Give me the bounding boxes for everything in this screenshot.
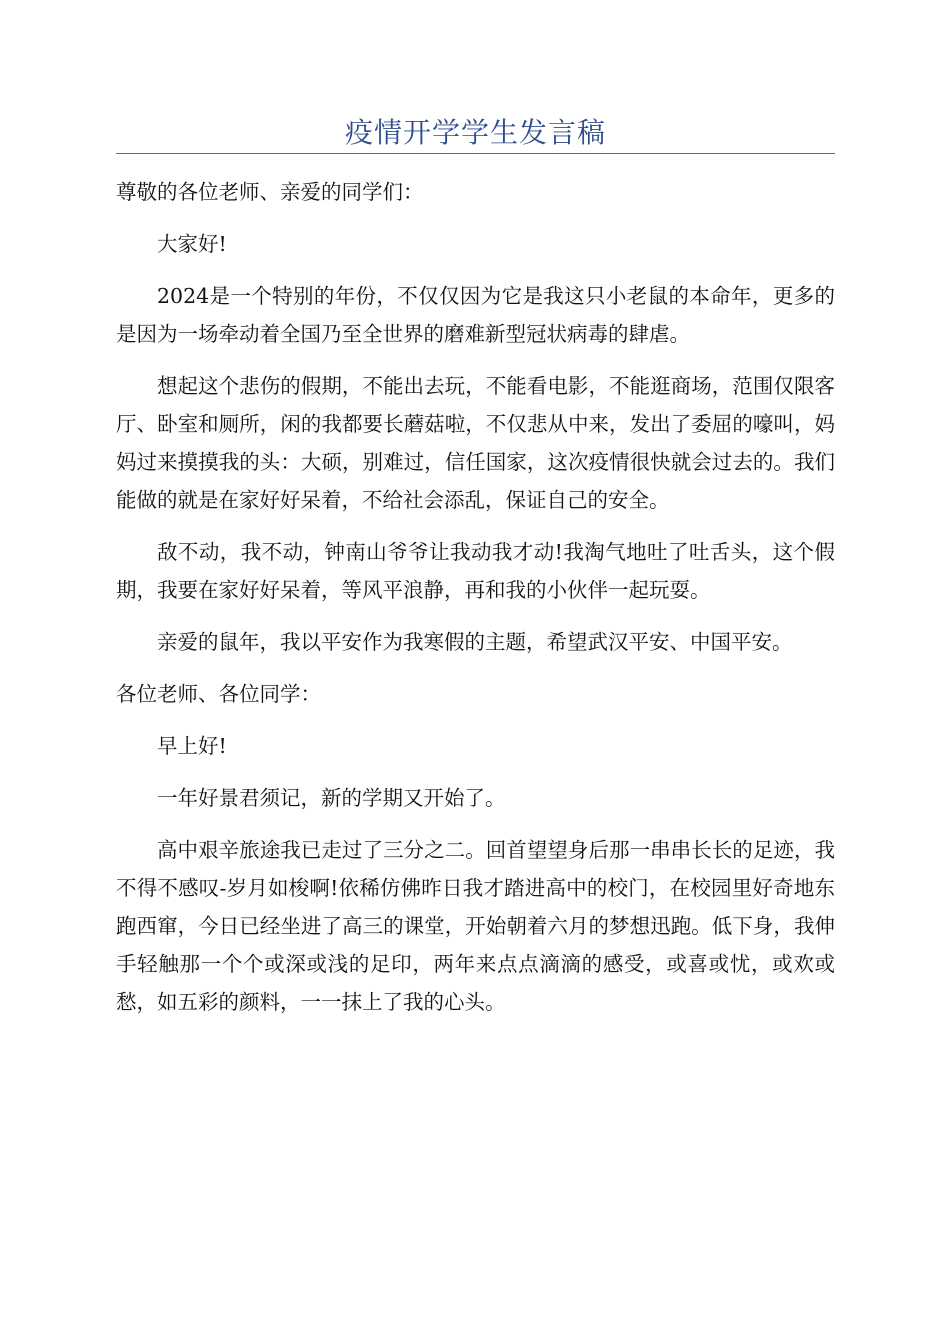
salutation-paragraph: 尊敬的各位老师、亲爱的同学们： (116, 180, 424, 204)
body-paragraph: 敌不动，我不动，钟南山爷爷让我动我才动!我淘气地吐了吐舌头，这个假期，我要在家好好呆着，等风平浪静，再和我的小伙伴一起玩耍。 (116, 540, 835, 602)
document-body (116, 173, 835, 1035)
body-paragraph: 2024是一个特别的年份，不仅仅因为它是我这只小老鼠的本命年，更多的是因为一场牵动着全国乃至全世界的磨难新型冠状病毒的肆虐。 (116, 284, 835, 346)
greeting-paragraph: 早上好! (157, 734, 227, 758)
body-paragraph: 一年好景君须记，新的学期又开始了。 (157, 786, 506, 810)
body-paragraph: 亲爱的鼠年，我以平安作为我寒假的主题，希望武汉平安、中国平安。 (157, 630, 793, 654)
body-paragraph: 高中艰辛旅途我已走过了三分之二。回首望望身后那一串串长长的足迹，我不得不感叹-岁月如梭啊!依稀仿佛昨日我才踏进高中的校门，在校园里好奇地东跑西窜，今日已经坐进了高三的课堂，开始朝着六月的梦想迅跑。低下身，我伸手轻触那一个个或深或浅的足印，两年来点点滴滴的感受，或喜或忧，或欢或愁，如五彩的颜料，一一抹上了我的心头。 (116, 838, 835, 1014)
title-underline (116, 153, 835, 154)
salutation-paragraph: 各位老师、各位同学： (116, 682, 321, 706)
greeting-paragraph: 大家好! (157, 232, 227, 256)
body-paragraph: 想起这个悲伤的假期，不能出去玩，不能看电影，不能逛商场，范围仅限客厅、卧室和厕所，闲的我都要长蘑菇啦，不仅悲从中来，发出了委屈的嚎叫，妈妈过来摸摸我的头：大硕，别难过，信任国家，这次疫情很快就会过去的。我们能做的就是在家好好呆着，不给社会添乱，保证自己的安全。 (116, 374, 835, 512)
document-title: 疫情开学学生发言稿 (344, 116, 606, 149)
